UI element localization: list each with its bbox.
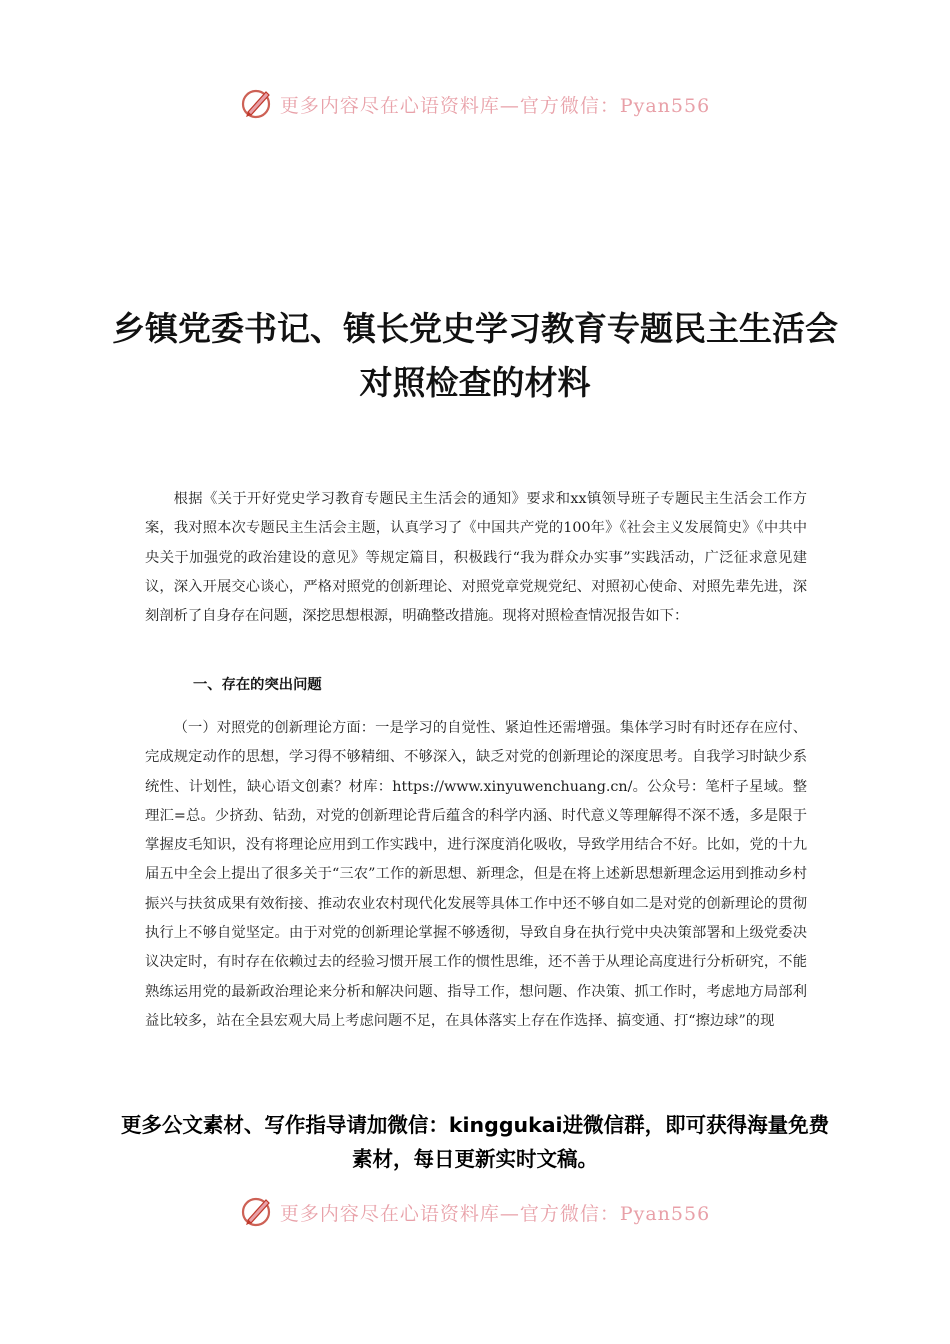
watermark-text: 更多内容尽在心语资料库—官方微信：Pyan556 [279, 94, 711, 117]
section-paragraph: （一）对照党的创新理论方面：一是学习的自觉性、紧迫性还需增强。集体学习时有时还存在应付、完成规定动作的思想，学习得不够精细、不够深入，缺乏对党的创新理论的深度思考。自我学习时缺少系统性、计划性，缺心语文创素？材库：https://www.xinyuwenchuang.cn/。公众号：笔杆子星域。整理汇=总。少挤劲、钻劲，对党的创新理论背后蕴含的科学内涵、时代意义等理解得不深不透，多是限于掌握皮毛知识，没有将理论应用到工作实践中，进行深度消化吸收，导致学用结合不好。比如，党的十九届五中全会上提出了很多关于“三农”工作的新思想、新理念，但是在将上述新思想新理念运用到推动乡村振兴与扶贫成果有效衔接、推动农业农村现代化发展等具体工作中还不够自如二是对党的创新理论的贯彻执行上不够自觉坚定。由于对党的创新理论掌握不够透彻，导致自身在执行党中央决策部署和上级党委决议决定时，有时存在依赖过去的经验习惯开展工作的惯性思维，还不善于从理论高度进行分析研究，不能熟练运用党的最新政治理论来分析和解决问题、指导工作，想问题、作决策、抓工作时，考虑地方局部利益比较多，站在全县宏观大局上考虑问题不足，在具体落实上存在作选择、搞变通、打“擦边球”的现 [145, 720, 807, 1029]
pen-logo-icon [240, 1194, 276, 1230]
document-title: 乡镇党委书记、镇长党史学习教育专题民主生活会对照检查的材料 [112, 309, 838, 402]
section-heading: 一、存在的突出问题 [193, 677, 322, 693]
intro-paragraph: 根据《关于开好党史学习教育专题民主生活会的通知》要求和xx镇领导班子专题民主生活会工作方案，我对照本次专题民主生活会主题，认真学习了《中国共产党的100年》《社会主义发展简史》《中共中央关于加强党的政治建设的意见》等规定篇目，积极践行“我为群众办实事”实践活动，广泛征求意见建议，深入开展交心谈心，严格对照党的创新理论、对照党章党规党纪、对照初心使命、对照先辈先进，深刻剖析了自身存在问题，深挖思想根源，明确整改措施。现将对照检查情况报告如下： [145, 491, 807, 625]
promo-banner: 更多公文素材、写作指导请加微信：kinggukai进微信群，即可获得海量免费素材，每日更新实时文稿。 [120, 1113, 830, 1171]
pen-logo-icon [240, 86, 276, 122]
watermark-text: 更多内容尽在心语资料库—官方微信：Pyan556 [279, 1202, 711, 1225]
watermark-footer [0, 1192, 950, 1232]
watermark-header [0, 84, 950, 124]
